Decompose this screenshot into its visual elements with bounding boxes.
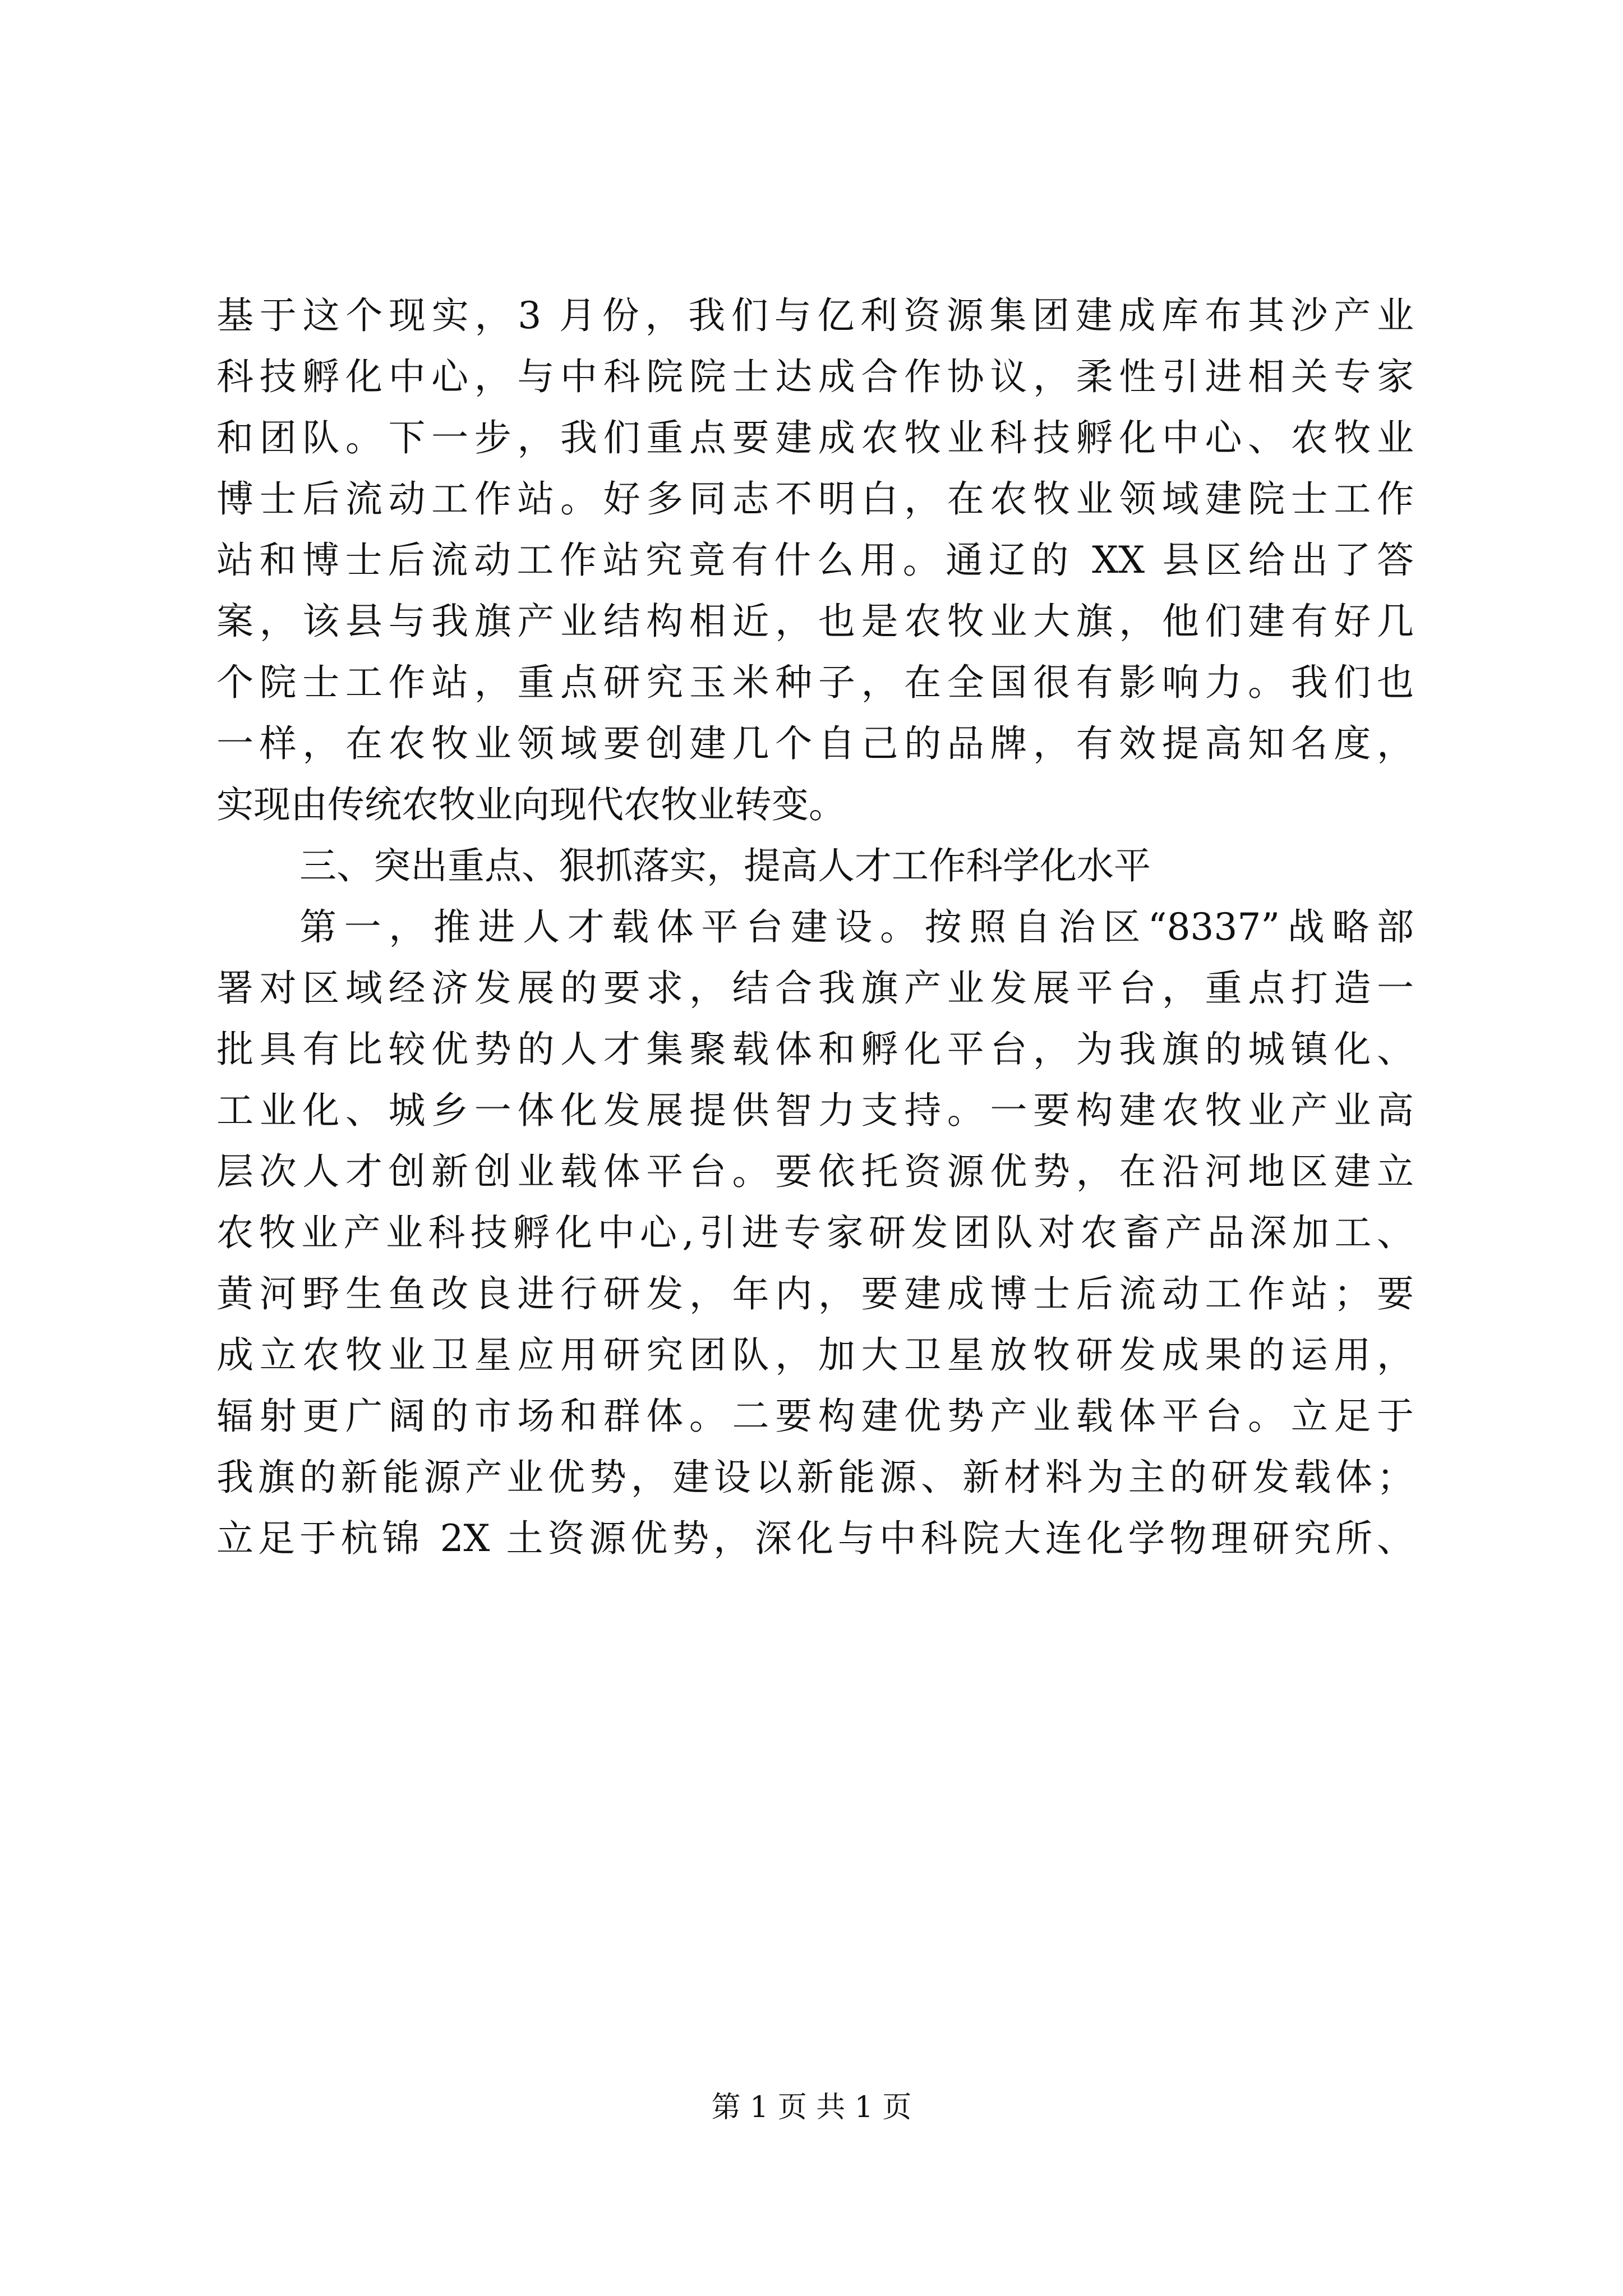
text-line: 批具有比较优势的人才集聚载体和孵化平台，为我旗的城镇化、 bbox=[216, 1028, 1414, 1071]
text-line: 黄河野生鱼改良进行研发，年内，要建成博士后流动工作站；要 bbox=[216, 1272, 1414, 1315]
text-line: 一样，在农牧业领域要创建几个自己的品牌，有效提高知名度， bbox=[216, 722, 1414, 765]
page-footer: 第 1 页 共 1 页 bbox=[711, 2091, 912, 2124]
text-line: 层次人才创新创业载体平台。要依托资源优势，在沿河地区建立 bbox=[216, 1150, 1414, 1193]
text-line: 我旗的新能源产业优势，建设以新能源、新材料为主的研发载体； bbox=[216, 1456, 1414, 1499]
text-line: 立足于杭锦 2X 土资源优势，深化与中科院大连化学物理研究所、 bbox=[216, 1517, 1414, 1560]
text-line: 和团队。下一步，我们重点要建成农牧业科技孵化中心、农牧业 bbox=[216, 416, 1414, 459]
text-line: 农牧业产业科技孵化中心,引进专家研发团队对农畜产品深加工、 bbox=[216, 1211, 1414, 1254]
text-line: 博士后流动工作站。好多同志不明白，在农牧业领域建院士工作 bbox=[216, 477, 1414, 521]
text-line: 辐射更广阔的市场和群体。二要构建优势产业载体平台。立足于 bbox=[216, 1395, 1414, 1438]
body-text bbox=[216, 285, 1414, 1569]
text-line: 基于这个现实，3 月份，我们与亿利资源集团建成库布其沙产业 bbox=[216, 294, 1414, 337]
text-line: 第一，推进人才载体平台建设。按照自治区“8337”战略部 bbox=[299, 905, 1414, 949]
text-line: 署对区域经济发展的要求，结合我旗产业发展平台，重点打造一 bbox=[216, 967, 1414, 1010]
text-line: 工业化、城乡一体化发展提供智力支持。一要构建农牧业产业高 bbox=[216, 1089, 1414, 1132]
text-line: 科技孵化中心，与中科院院士达成合作协议，柔性引进相关专家 bbox=[216, 355, 1414, 398]
text-line: 案，该县与我旗产业结构相近，也是农牧业大旗，他们建有好几 bbox=[216, 600, 1414, 643]
text-line: 成立农牧业卫星应用研究团队，加大卫星放牧研发成果的运用， bbox=[216, 1333, 1414, 1377]
text-line: 个院士工作站，重点研究玉米种子，在全国很有影响力。我们也 bbox=[216, 661, 1414, 704]
text-line: 实现由传统农牧业向现代农牧业转变。 bbox=[216, 783, 846, 826]
section-heading: 三、突出重点、狠抓落实，提高人才工作科学化水平 bbox=[299, 844, 1151, 887]
text-line: 站和博士后流动工作站究竟有什么用。通辽的 XX 县区给出了答 bbox=[216, 539, 1414, 582]
